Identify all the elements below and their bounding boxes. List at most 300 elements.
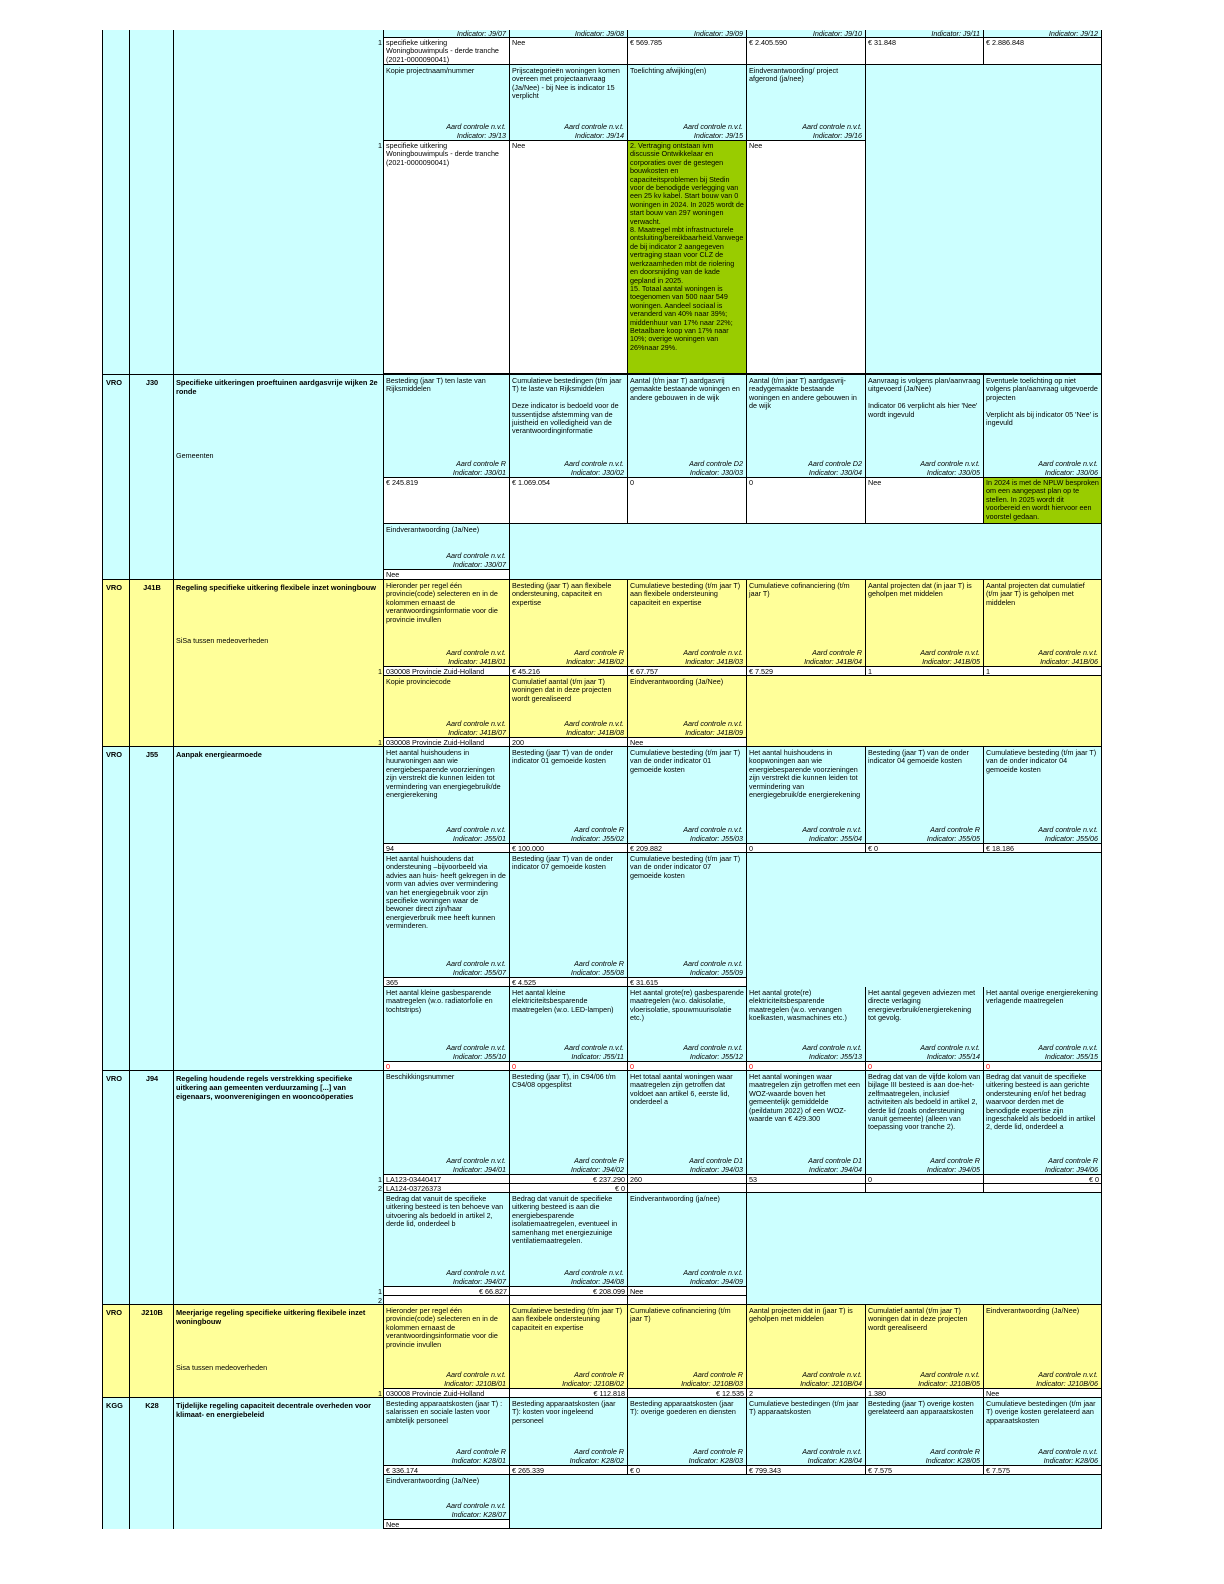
indicator-value-cell	[384, 1466, 510, 1475]
indicator-code: Indicator: J94/08	[570, 1276, 624, 1286]
indicator-value-cell	[510, 1287, 628, 1296]
indicator-header-J41B-9	[628, 676, 747, 738]
indicator-value[interactable]: Nee	[630, 738, 644, 747]
indicator-header-J55-11	[510, 987, 628, 1062]
indicator-value[interactable]: Nee	[386, 1520, 400, 1529]
header-text: Aantal (t/m jaar T) aardgasvrij gemaakte bestaande woningen en andere gebouwen in de wijk	[630, 376, 742, 402]
indicator-value[interactable]: € 569.785	[630, 38, 662, 47]
header-text: Cumulatieve besteding (t/m jaar T) van de onder indicator 04 gemoeide kosten	[986, 748, 1099, 774]
title-cell	[174, 375, 384, 580]
indicator-value[interactable]: 030008 Provincie Zuid-Holland	[386, 738, 485, 747]
indicator-value[interactable]: € 336.174	[386, 1466, 418, 1475]
regulation-code: J30	[145, 378, 159, 387]
aard-controle-label: Aard controle n.v.t.	[683, 1267, 743, 1277]
indicator-header-J210B-4	[747, 1305, 866, 1389]
indicator-value[interactable]: 0	[749, 478, 753, 487]
indicator-header-J9-16	[747, 65, 866, 141]
indicator-value[interactable]: € 2.886.848	[986, 38, 1024, 47]
indicator-value[interactable]: € 0	[868, 844, 878, 853]
indicator-code: Indicator: J210B/02	[562, 1378, 624, 1388]
aard-controle-label: Aard controle D2	[808, 458, 862, 468]
indicator-code: Indicator: J30/05	[926, 467, 980, 477]
indicator-value[interactable]: € 31.848	[868, 38, 896, 47]
aard-controle-label: Aard controle R	[1048, 1155, 1098, 1165]
indicator-header-J55-10	[384, 987, 510, 1062]
aard-controle-label: Aard controle n.v.t.	[1038, 1446, 1098, 1456]
indicator-value-cell	[628, 1466, 747, 1475]
code-cell	[130, 1071, 174, 1305]
indicator-value[interactable]: 0	[868, 1175, 872, 1184]
header-text: Cumulatieve bestedingen (t/m jaar T) overige kosten gerelateerd aan apparaatskosten	[986, 1399, 1098, 1425]
indicator-value-cell	[747, 478, 866, 524]
indicator-header-J30-1	[384, 375, 510, 478]
indicator-code: Indicator: J9/09	[693, 28, 743, 38]
recipient-type: Gemeenten	[176, 451, 214, 460]
header-text: Besteding apparaatskosten (jaar T) : salarissen en sociale lasten voor ambtelijk personeel	[386, 1399, 505, 1425]
header-text: Het aantal woningen waar maatregelen zijn getroffen met een WOZ-waarde boven het gemeentelijk gemiddelde (peildatum 2022) of een WOZ-waarde van € 429.300	[749, 1072, 862, 1124]
row-number: 1	[378, 1287, 382, 1296]
aard-controle-label: Aard controle R	[456, 458, 506, 468]
indicator-value[interactable]: € 112.818	[593, 1389, 625, 1398]
header-text: Het aantal huishoudens dat ondersteuning –bijvoorbeeld via advies aan huis- heeft gekregen in de vorm van advies over vermindering van het energiegebruik voor zijn specifieke woningen waar de bewoner direct zijn/haar energieverbruik mee heeft kunnen verminderen.	[386, 854, 508, 931]
indicator-value[interactable]	[866, 1184, 983, 1185]
aard-controle-label: Aard controle n.v.t.	[920, 647, 980, 657]
indicator-value[interactable]: € 7.529	[749, 667, 773, 676]
aard-controle-label: Aard controle n.v.t.	[446, 1155, 506, 1165]
indicator-code: Indicator: J94/03	[689, 1164, 743, 1174]
indicator-header-K28-3	[628, 1398, 747, 1466]
title-cell	[174, 1071, 384, 1305]
header-text: Cumulatief aantal (t/m jaar T) woningen dat in deze projecten wordt gerealiseerd	[512, 677, 614, 703]
indicator-header-J210B-6	[984, 1305, 1102, 1389]
aard-controle-label: Aard controle n.v.t.	[564, 458, 624, 468]
indicator-header-J210B-1	[384, 1305, 510, 1389]
recipient-type: Sisa tussen medeoverheden	[176, 1363, 268, 1372]
code-cell	[130, 747, 174, 1071]
indicator-code: Indicator: J55/02	[570, 833, 624, 843]
indicator-value[interactable]: € 209.882	[630, 844, 662, 853]
regulation-title: Meerjarige regeling specifieke uitkering flexibele inzet woningbouw	[176, 1308, 366, 1326]
regulation-code: J94	[145, 1074, 159, 1083]
header-text: Hieronder per regel één provincie(code) selecteren en in de kolommen ernaast de verantwoordingsinformatie voor die provincie invullen	[386, 1306, 500, 1349]
indicator-value-cell	[866, 1184, 984, 1193]
indicator-value[interactable]: 260	[630, 1175, 642, 1184]
indicator-value[interactable]: € 799.343	[749, 1466, 781, 1475]
indicator-header-K28-2	[510, 1398, 628, 1466]
indicator-value-cell	[747, 141, 866, 374]
aard-controle-label: Aard controle n.v.t.	[446, 647, 506, 657]
indicator-code: Indicator: J41B/04	[804, 656, 862, 666]
indicator-header-J30-2	[510, 375, 628, 478]
indicator-value[interactable]: € 7.575	[868, 1466, 892, 1475]
indicator-code: Indicator: J30/06	[1044, 467, 1098, 477]
title-cell	[174, 30, 384, 374]
header-text: Besteding (jaar T) overige kosten gerelateerd aan apparaatskosten	[868, 1399, 976, 1417]
indicator-code: Indicator: J41B/03	[685, 656, 743, 666]
indicator-value[interactable]: € 100.000	[512, 844, 544, 853]
indicator-value[interactable]: 030008 Provincie Zuid-Holland	[386, 1389, 485, 1398]
header-text: Bedrag dat vanuit de specifieke uitkering besteed is aan die energiebesparende isolatiemaatregelen, eventueel in samenhang met energiezuinige ventilatiemaatregelen.	[512, 1194, 620, 1246]
header-text: Eventuele toelichting op niet volgens plan/aanvraag uitgevoerde projecten Verplicht als bij indicator 05 'Nee' is ingevuld	[986, 376, 1099, 428]
indicator-header-J55-3	[628, 747, 747, 844]
indicator-value-cell	[747, 38, 866, 65]
regulation-sheet	[102, 30, 1102, 1530]
indicator-value[interactable]: 1	[868, 667, 872, 676]
indicator-value-cell	[984, 478, 1102, 524]
aard-controle-label: Aard controle R	[574, 824, 624, 834]
indicator-value[interactable]: € 0	[615, 1184, 625, 1193]
indicator-code: Indicator: J210B/06	[1036, 1378, 1098, 1388]
aard-controle-label: Aard controle D2	[689, 458, 743, 468]
indicator-value-cell	[628, 667, 747, 676]
code-cell	[130, 1398, 174, 1529]
indicator-header-J55-12	[628, 987, 747, 1062]
indicator-value-cell	[628, 1175, 747, 1184]
aard-controle-label: Aard controle n.v.t.	[1038, 458, 1098, 468]
indicator-header-J30-6	[984, 375, 1102, 478]
indicator-header-J55-15	[984, 987, 1102, 1062]
department-code: VRO	[106, 1074, 123, 1083]
indicator-value[interactable]: In 2024 is met de NPLW besproken om een aangepast plan op te stellen. In 2025 wordt dit voorbereid en wordt hiervoor een voorstel gedaan.	[986, 478, 1099, 521]
header-text: Besteding (jaar T) aan flexibele ondersteuning, capaciteit en expertise	[512, 581, 614, 607]
header-text: Het aantal grote(re) gasbesparende maatregelen (w.o. dakisolatie, vloerisolatie, spouwmuurisolatie etc.)	[630, 988, 746, 1023]
indicator-header-J41B-4	[747, 580, 866, 667]
aard-controle-label: Aard controle n.v.t.	[920, 1042, 980, 1052]
title-cell	[174, 580, 384, 747]
indicator-code: Indicator: J9/10	[812, 28, 862, 38]
indicator-value[interactable]: 1.380	[868, 1389, 886, 1398]
indicator-code: Indicator: J41B/08	[566, 727, 624, 737]
indicator-value-cell	[510, 478, 628, 524]
indicator-header-J30-3	[628, 375, 747, 478]
title-cell	[174, 747, 384, 1071]
indicator-value[interactable]: Nee	[386, 570, 400, 579]
code-cell	[130, 375, 174, 580]
header-text: Cumulatieve cofinanciering (t/m jaar T)	[749, 581, 852, 599]
header-text: Bedrag dat vanuit de specifieke uitkering besteed is aan gerichte ondersteuning en/of het bedrag waarvoor derden met de benodigde expertise zijn ingeschakeld als bedoeld in artikel 2, derde lid, onderdeel a	[986, 1072, 1098, 1132]
department-cell	[102, 580, 130, 747]
indicator-header-J41B-2	[510, 580, 628, 667]
indicator-value-cell	[628, 1184, 747, 1193]
indicator-value[interactable]: € 0	[630, 1466, 640, 1475]
indicator-code: Indicator: J41B/01	[448, 656, 506, 666]
header-text: Cumulatieve bestedingen (t/m jaar T) te laste van Rijksmiddelen Deze indicator is bedoeld voor de tussentijdse afstemming van de juistheid en volledigheid van de verantwoordinginformatie	[512, 376, 622, 436]
indicator-code: Indicator: K28/07	[451, 1509, 506, 1519]
aard-controle-label: Aard controle n.v.t.	[564, 121, 624, 131]
header-text: Prijscategorieën woningen komen overeen met projectaanvraag (Ja/Nee) - bij Nee is indicator 15 verplicht	[512, 66, 622, 101]
aard-controle-label: Aard controle n.v.t.	[683, 718, 743, 728]
indicator-value[interactable]: € 2.405.590	[749, 38, 787, 47]
indicator-value-cell	[628, 38, 747, 65]
code-cell	[130, 30, 174, 374]
indicator-value[interactable]: 53	[749, 1175, 757, 1184]
department-cell	[102, 747, 130, 1071]
aard-controle-label: Aard controle n.v.t.	[564, 1267, 624, 1277]
indicator-header-J55-13	[747, 987, 866, 1062]
header-text: Cumulatief aantal (t/m jaar T) woningen dat in deze projecten wordt gerealiseerd	[868, 1306, 970, 1332]
indicator-value-cell	[378, 667, 510, 676]
regulation-code: J55	[145, 750, 159, 759]
indicator-value[interactable]: Nee	[512, 38, 526, 47]
header-text: Besteding (jaar T) ten laste van Rijksmiddelen	[386, 376, 488, 394]
indicator-value[interactable]: 0	[749, 1062, 753, 1071]
indicator-code: Indicator: J55/09	[689, 967, 743, 977]
indicator-value[interactable]: 0	[386, 1062, 390, 1071]
row-number: 1	[378, 738, 382, 747]
header-text: Hieronder per regel één provincie(code) selecteren en in de kolommen ernaast de verantwoordingsinformatie voor die provincie invullen	[386, 581, 500, 624]
aard-controle-label: Aard controle n.v.t.	[446, 824, 506, 834]
indicator-value-cell	[510, 1466, 628, 1475]
indicator-value-cell	[747, 667, 866, 676]
indicator-header-J55-7	[384, 853, 510, 978]
indicator-value[interactable]: € 67.757	[630, 667, 658, 676]
aard-controle-label: Aard controle n.v.t.	[683, 958, 743, 968]
indicator-header-J55-6	[984, 747, 1102, 844]
indicator-value-cell	[866, 844, 984, 853]
indicator-code: Indicator: J94/05	[926, 1164, 980, 1174]
indicator-code: Indicator: J94/06	[1044, 1164, 1098, 1174]
indicator-value[interactable]: 0	[749, 844, 753, 853]
indicator-value-cell	[628, 478, 747, 524]
indicator-code: Indicator: J9/07	[456, 28, 506, 38]
indicator-header-K28-4	[747, 1398, 866, 1466]
indicator-header-J9-15	[628, 65, 747, 141]
aard-controle-label: Aard controle n.v.t.	[802, 824, 862, 834]
aard-controle-label: Aard controle R	[456, 1446, 506, 1456]
indicator-value-cell	[866, 1466, 984, 1475]
header-text: Aantal projecten dat (in jaar T) is geholpen met middelen	[868, 581, 974, 599]
indicator-value[interactable]	[747, 1184, 865, 1185]
section-J9	[102, 30, 1102, 374]
indicator-code: Indicator: K28/04	[807, 1455, 862, 1465]
regulation-code: J210B	[141, 1308, 163, 1317]
indicator-code: Indicator: J210B/03	[681, 1378, 743, 1388]
indicator-value[interactable]: 1	[986, 667, 990, 676]
indicator-header-J94-9	[628, 1193, 747, 1287]
indicator-code: Indicator: K28/06	[1043, 1455, 1098, 1465]
indicator-header-J9-top	[510, 30, 628, 38]
indicator-value-cell	[747, 1175, 866, 1184]
indicator-value-cell	[984, 844, 1102, 853]
indicator-value-cell	[510, 1175, 628, 1184]
indicator-code: Indicator: J30/07	[452, 559, 506, 569]
indicator-value[interactable]: € 12.535	[716, 1389, 744, 1398]
indicator-value-cell	[628, 1287, 747, 1296]
indicator-header-J55-2	[510, 747, 628, 844]
indicator-code: Indicator: J55/04	[808, 833, 862, 843]
header-text: Kopie projectnaam/nummer	[386, 66, 475, 75]
indicator-value[interactable]: € 45.216	[512, 667, 540, 676]
indicator-code: Indicator: K28/02	[569, 1455, 624, 1465]
aard-controle-label: Aard controle n.v.t.	[1038, 1369, 1098, 1379]
indicator-value[interactable]	[628, 1184, 746, 1185]
indicator-header-J94-5	[866, 1071, 984, 1175]
indicator-header-J41B-8	[510, 676, 628, 738]
indicator-code: Indicator: J210B/04	[800, 1378, 862, 1388]
indicator-header-J210B-5	[866, 1305, 984, 1389]
department-code: KGG	[106, 1401, 123, 1410]
indicator-value[interactable]	[984, 1184, 1101, 1185]
indicator-value[interactable]: € 245.819	[386, 478, 418, 487]
indicator-value[interactable]: 2. Vertraging ontstaan ivm discussie Ontwikkelaar en corporaties over de gestegen bouwkosten en capaciteitsproblemen bij Stedin voor de benodigde verlegging van een 25 kv kabel. Start bouw van 0 woningen in 2024. In 2025 wordt de start bouw van 297 woningen verwacht. 8. Maatregel mbt infrastructurele ontsluiting/bereikbaarheid.Vanwege de bij indicator 2 aangegeven vertraging staan voor CLZ de werkzaamheden mbt de riolering en doorsnijding van de kade gepland in 2025. 15. Totaal aantal woningen is toegenomen van 500 naar 549 woningen. Aandeel sociaal is veranderd van 40% naar 39%; middenhuur van 17% naar 22%; Betaalbare koop van 17% naar 10%; overige woningen van 26%naar 29%.	[630, 141, 744, 352]
indicator-value-cell	[866, 38, 984, 65]
indicator-header-J30-5	[866, 375, 984, 478]
department-cell	[102, 30, 130, 374]
section-J94	[102, 1070, 1102, 1305]
indicator-value-cell	[866, 1175, 984, 1184]
indicator-value-cell	[378, 141, 510, 374]
indicator-value-cell	[378, 1175, 510, 1184]
indicator-code: Indicator: J55/11	[571, 1051, 624, 1061]
indicator-value-cell	[510, 38, 628, 65]
section-J55	[102, 746, 1102, 1071]
aard-controle-label: Aard controle R	[574, 958, 624, 968]
aard-controle-label: Aard controle R	[930, 1446, 980, 1456]
indicator-code: Indicator: J55/07	[452, 967, 506, 977]
indicator-value-cell	[384, 844, 510, 853]
indicator-value[interactable]: 0	[512, 1062, 516, 1071]
header-text: Het aantal kleine elektriciteitsbesparende maatregelen (w.o. LED-lampen)	[512, 988, 614, 1014]
indicator-value[interactable]: € 237.290	[593, 1175, 625, 1184]
header-text: Besteding apparaatskosten (jaar T): overige goederen en diensten	[630, 1399, 736, 1417]
indicator-value-cell	[628, 844, 747, 853]
row-number: 1	[378, 1389, 382, 1398]
indicator-value[interactable]: Nee	[868, 478, 882, 487]
indicator-header-J9-top	[866, 30, 984, 38]
regulation-title: Aanpak energiearmoede	[176, 750, 262, 759]
indicator-value-cell	[984, 1184, 1102, 1193]
regulation-code: K28	[145, 1401, 159, 1410]
indicator-code: Indicator: J30/04	[808, 467, 862, 477]
header-text: Eindverantwoording (Ja/Nee)	[630, 677, 724, 686]
aard-controle-label: Aard controle n.v.t.	[683, 121, 743, 131]
indicator-code: Indicator: J30/03	[689, 467, 743, 477]
indicator-header-J94-4	[747, 1071, 866, 1175]
indicator-value-cell	[866, 667, 984, 676]
aard-controle-label: Aard controle R	[574, 1446, 624, 1456]
aard-controle-label: Aard controle n.v.t.	[446, 121, 506, 131]
header-text: Eindverantwoording (ja/nee)	[630, 1194, 720, 1203]
indicator-code: Indicator: J94/02	[570, 1164, 624, 1174]
aard-controle-label: Aard controle n.v.t.	[446, 1267, 506, 1277]
indicator-value[interactable]: specifieke uitkering Woningbouwimpuls - derde tranche (2021-0000090041)	[386, 141, 501, 167]
indicator-value[interactable]: € 31.615	[630, 978, 658, 987]
indicator-header-J41B-1	[384, 580, 510, 667]
aard-controle-label: Aard controle n.v.t.	[920, 458, 980, 468]
indicator-value-cell	[510, 844, 628, 853]
row-number: 1	[378, 38, 382, 47]
indicator-header-J9-top	[984, 30, 1102, 38]
indicator-code: Indicator: J55/03	[689, 833, 743, 843]
indicator-header-J41B-3	[628, 580, 747, 667]
indicator-value[interactable]: 200	[512, 738, 524, 747]
indicator-value-cell	[747, 1184, 866, 1193]
indicator-value[interactable]: € 0	[1089, 1175, 1099, 1184]
header-text: Besteding (jaar T) van de onder indicator 04 gemoeide kosten	[868, 748, 971, 766]
indicator-value-cell	[378, 1287, 510, 1296]
header-text: Het aantal grote(re) elektriciteitsbesparende maatregelen (w.o. vervangen koelkasten, wasmachines etc.)	[749, 988, 847, 1023]
indicator-value[interactable]: Nee	[986, 1389, 1000, 1398]
aard-controle-label: Aard controle n.v.t.	[1038, 647, 1098, 657]
aard-controle-label: Aard controle n.v.t.	[446, 958, 506, 968]
indicator-code: Indicator: J41B/09	[685, 727, 743, 737]
indicator-code: Indicator: J210B/01	[444, 1378, 506, 1388]
aard-controle-label: Aard controle n.v.t.	[1038, 824, 1098, 834]
department-code: VRO	[106, 583, 123, 592]
row-number: 1	[378, 667, 382, 676]
header-text: Bedrag dat vanuit de specifieke uitkering besteed is ten behoeve van uitvoering als bedoeld in artikel 2, derde lid, onderdeel b	[386, 1194, 506, 1229]
header-text: Besteding (jaar T) van de onder indicator 01 gemoeide kosten	[512, 748, 615, 766]
indicator-header-J94-2	[510, 1071, 628, 1175]
indicator-value[interactable]: € 1.069.054	[512, 478, 550, 487]
indicator-code: Indicator: J55/10	[452, 1051, 506, 1061]
header-text: Het aantal huishoudens in huurwoningen aan wie energiebesparende voorzieningen zijn verstrekt die kunnen leiden tot vermindering van energiegebruik/de energierekening	[386, 748, 503, 800]
indicator-header-J41B-5	[866, 580, 984, 667]
indicator-value[interactable]: € 208.099	[593, 1287, 625, 1296]
indicator-value-cell	[628, 978, 747, 987]
indicator-value[interactable]: specifieke uitkering Woningbouwimpuls - derde tranche (2021-0000090041)	[386, 38, 499, 64]
indicator-code: Indicator: J9/16	[812, 130, 862, 140]
indicator-value[interactable]: Nee	[512, 141, 526, 150]
indicator-value[interactable]: 030008 Provincie Zuid-Holland	[386, 667, 485, 676]
indicator-value-cell	[628, 141, 747, 374]
indicator-value[interactable]: 0	[630, 478, 634, 487]
indicator-value[interactable]: € 66.827	[479, 1287, 507, 1296]
department-cell	[102, 375, 130, 580]
indicator-value[interactable]: € 265.339	[512, 1466, 544, 1475]
indicator-value[interactable]: 365	[386, 978, 398, 987]
indicator-value[interactable]: 94	[386, 844, 394, 853]
indicator-header-J94-6	[984, 1071, 1102, 1175]
indicator-code: Indicator: J41B/07	[448, 727, 506, 737]
aard-controle-label: Aard controle n.v.t.	[683, 824, 743, 834]
indicator-value[interactable]: LA123-03440417	[386, 1175, 442, 1184]
department-code: VRO	[106, 378, 123, 387]
section-J210B	[102, 1304, 1102, 1398]
indicator-value[interactable]: € 7.575	[986, 1466, 1010, 1475]
indicator-value-cell	[984, 667, 1102, 676]
indicator-value-cell	[984, 38, 1102, 65]
header-text: Beschikkingsnummer	[386, 1072, 455, 1081]
indicator-value[interactable]: LA124-03726373	[386, 1184, 442, 1193]
indicator-header-J55-9	[628, 853, 747, 978]
indicator-value[interactable]: 0	[630, 1062, 634, 1071]
aard-controle-label: Aard controle n.v.t.	[920, 1369, 980, 1379]
indicator-code: Indicator: J55/08	[570, 967, 624, 977]
indicator-header-J30-4	[747, 375, 866, 478]
indicator-value[interactable]: Nee	[630, 1287, 644, 1296]
indicator-value[interactable]: € 4.525	[512, 978, 536, 987]
indicator-value[interactable]: 2	[749, 1389, 753, 1398]
indicator-value[interactable]: € 18.186	[986, 844, 1014, 853]
aard-controle-label: Aard controle n.v.t.	[683, 1042, 743, 1052]
indicator-value[interactable]: 0	[986, 1062, 990, 1071]
indicator-header-J55-4	[747, 747, 866, 844]
indicator-value[interactable]: 0	[868, 1062, 872, 1071]
indicator-value-cell	[510, 141, 628, 374]
indicator-header-J94-3	[628, 1071, 747, 1175]
indicator-code: Indicator: K28/05	[925, 1455, 980, 1465]
indicator-code: Indicator: J55/14	[926, 1051, 980, 1061]
header-text: Het aantal overige energierekening verlagende maatregelen	[986, 988, 1100, 1006]
aard-controle-label: Aard controle D1	[808, 1155, 862, 1165]
indicator-header-J41B-7	[384, 676, 510, 738]
indicator-code: Indicator: J41B/02	[566, 656, 624, 666]
indicator-header-J210B-3	[628, 1305, 747, 1389]
indicator-value[interactable]: Nee	[749, 141, 763, 150]
header-text: Eindverantwoording/ project afgerond (ja/nee)	[749, 66, 841, 84]
indicator-code: Indicator: J9/14	[574, 130, 624, 140]
